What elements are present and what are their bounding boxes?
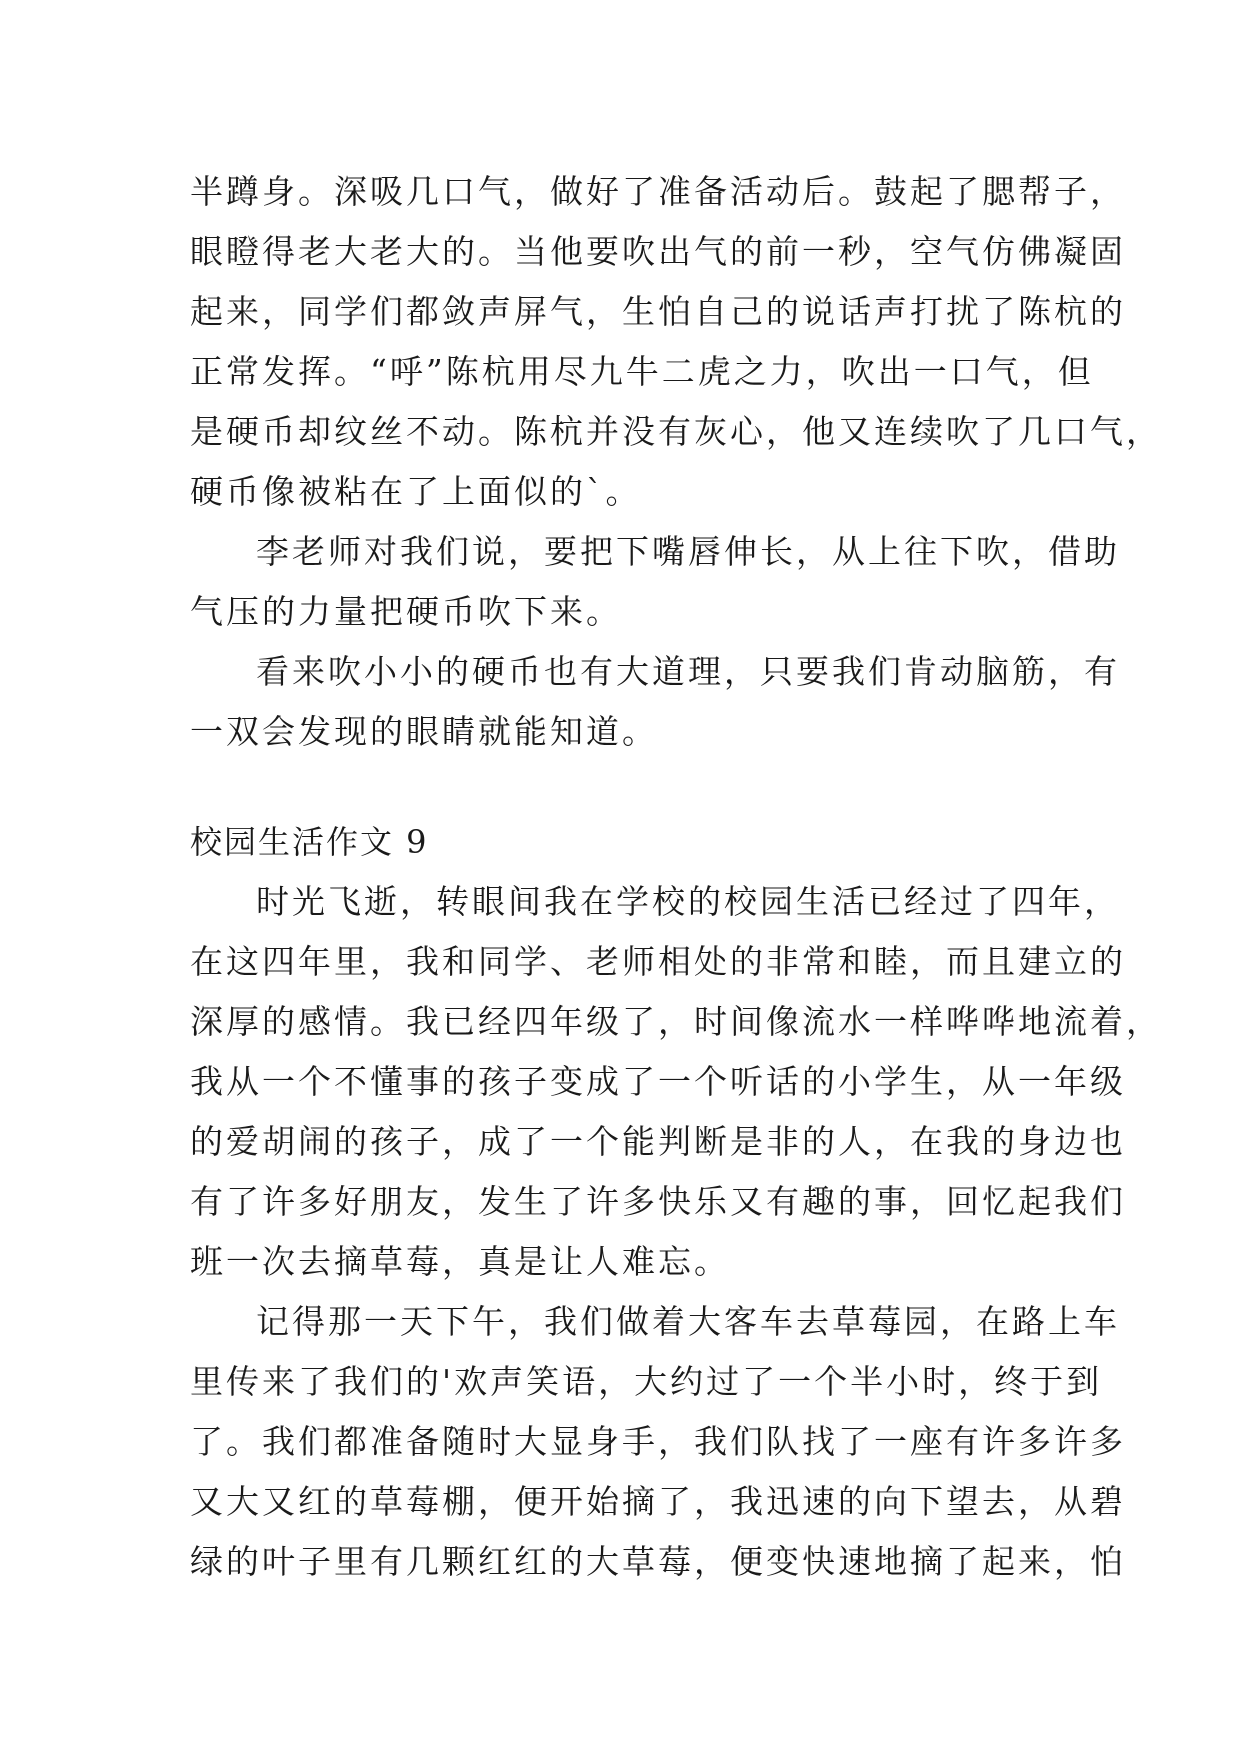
- text-line: 眼瞪得老大老大的。当他要吹出气的前一秒，空气仿佛凝固: [190, 232, 1126, 271]
- text-line: 我从一个不懂事的孩子变成了一个听话的小学生，从一年级: [190, 1062, 1126, 1101]
- text-line: 是硬币却纹丝不动。陈杭并没有灰心，他又连续吹了几口气，: [190, 412, 1162, 451]
- text-line: 起来，同学们都敛声屏气，生怕自己的说话声打扰了陈杭的: [190, 292, 1126, 331]
- document-text: [190, 162, 1162, 1592]
- text-line: 的爱胡闹的孩子，成了一个能判断是非的人，在我的身边也: [190, 1122, 1126, 1161]
- text-line: 深厚的感情。我已经四年级了，时间像流水一样哗哗地流着，: [190, 1002, 1162, 1041]
- text-line: 看来吹小小的硬币也有大道理，只要我们肯动脑筋，有: [256, 652, 1120, 691]
- text-line: 里传来了我们的'欢声笑语，大约过了一个半小时，终于到: [190, 1362, 1103, 1401]
- text-line: 了。我们都准备随时大显身手，我们队找了一座有许多许多: [190, 1422, 1126, 1461]
- paragraph: [190, 162, 1162, 522]
- essay-title: 校园生活作文 9: [190, 823, 429, 861]
- text-line: 气压的力量把硬币吹下来。: [190, 592, 622, 631]
- section-gap: [190, 762, 1055, 812]
- text-line: 半蹲身。深吸几口气，做好了准备活动后。鼓起了腮帮子，: [190, 172, 1126, 211]
- paragraph: [190, 522, 1120, 642]
- text-line: 记得那一天下午，我们做着大客车去草莓园，在路上车: [256, 1302, 1120, 1341]
- text-line: 正常发挥。“呼”陈杭用尽九牛二虎之力，吹出一口气，但: [190, 352, 1094, 391]
- text-line: 时光飞逝，转眼间我在学校的校园生活已经过了四年，: [256, 882, 1120, 921]
- text-line: 班一次去摘草莓，真是让人难忘。: [190, 1242, 730, 1281]
- paragraph: [190, 872, 1162, 1292]
- text-line: 李老师对我们说，要把下嘴唇伸长，从上往下吹，借助: [256, 532, 1120, 571]
- paragraph: [190, 642, 1120, 762]
- paragraph: [190, 1292, 1126, 1592]
- text-line: 在这四年里，我和同学、老师相处的非常和睦，而且建立的: [190, 942, 1126, 981]
- text-line: 又大又红的草莓棚，便开始摘了，我迅速的向下望去，从碧: [190, 1482, 1126, 1521]
- text-line: 硬币像被粘在了上面似的`。: [190, 472, 642, 511]
- text-line: 一双会发现的眼睛就能知道。: [190, 712, 658, 751]
- text-line: 绿的叶子里有几颗红红的大草莓，便变快速地摘了起来，怕: [190, 1542, 1126, 1581]
- text-line: 有了许多好朋友，发生了许多快乐又有趣的事，回忆起我们: [190, 1182, 1126, 1221]
